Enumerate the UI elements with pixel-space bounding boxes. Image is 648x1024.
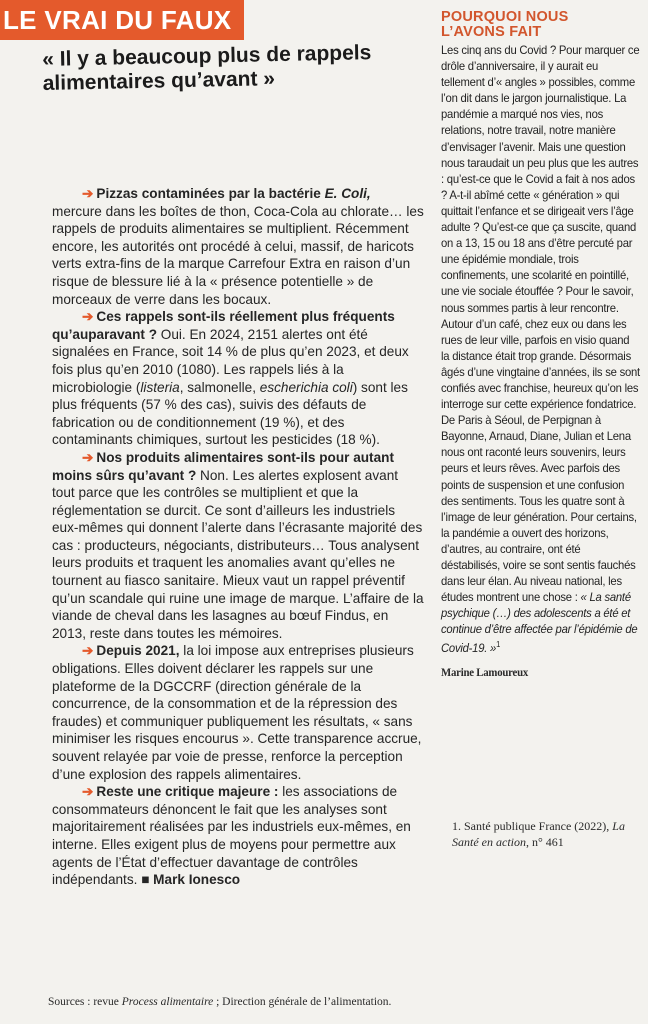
paragraph-lead: Reste une critique majeure : — [96, 784, 279, 800]
paragraph-text: Oui. En 2024, 2151 alertes ont été signalées en France, soit 14 % de plus qu’en 2023, et deux fois plus qu’en 2010 (1080). Les rappels liés à la microbiologie ( — [52, 326, 409, 395]
paragraph-2 — [52, 308, 424, 449]
paragraph-5 — [52, 783, 424, 889]
paragraph-3 — [52, 449, 424, 643]
rubric-banner: LE VRAI DU FAUX — [0, 0, 244, 40]
sidebar-title: POURQUOI NOUS L’AVONS FAIT — [441, 9, 569, 40]
sources-text: Sources : revue — [48, 996, 122, 1008]
sidebar-signature: Marine Lamoureux — [441, 666, 529, 679]
arrow-icon: ➔ — [82, 309, 94, 325]
paragraph-lead: Pizzas contaminées par la bactérie — [96, 186, 325, 201]
sources-line — [48, 996, 428, 1008]
paragraph-1 — [52, 185, 424, 308]
sources-italic: Process alimentaire — [121, 996, 214, 1008]
article-body — [52, 185, 424, 889]
paragraph-lead: Ces rappels sont-ils réellement plus fréquents qu’auparavant ? — [52, 309, 395, 342]
paragraph-text: les associations de consommateurs dénoncent le fait que les analyses sont majoritairement réalisées par les industriels eux-mêmes, en interne. Elles exigent plus de moyens pour permettre aux agents de l’État d’effectuer davantage de contrôles indépendants. — [52, 784, 411, 888]
paragraph-text: , salmonelle, — [179, 379, 260, 395]
arrow-icon: ➔ — [82, 186, 94, 201]
arrow-icon: ➔ — [82, 643, 94, 659]
paragraph-lead-italic: E. Coli, — [324, 186, 371, 201]
paragraph-lead: Nos produits alimentaires sont-ils pour autant moins sûrs qu’avant ? — [52, 449, 394, 483]
paragraph-italic: escherichia coli — [259, 379, 353, 395]
headline: « Il y a beaucoup plus de rappels alimentaires qu’avant » — [42, 41, 372, 95]
footnote-text: , n° 461 — [525, 835, 564, 849]
sidebar-quote: « La santé psychique (…) des adolescents a été et continue d’être affectée par l’épidémie de Covid-19. » — [441, 590, 638, 656]
footnote-text: 1. Santé publique France (2022), — [452, 819, 613, 833]
footnote — [452, 818, 642, 850]
sidebar — [441, 0, 641, 681]
author-signature: ■ Mark Ionesco — [137, 872, 241, 888]
arrow-icon: ➔ — [82, 784, 94, 800]
arrow-icon: ➔ — [82, 449, 94, 465]
paragraph-text: la loi impose aux entreprises plusieurs obligations. Elles doivent déclarer les rappels sur une plateforme de la DGCCRF (direction générale de la concurrence, de la consommation et de la répression des fraudes) et communiquer publiquement les résultats, « sans minimiser les risques encourus ». Cette transparence accrue, souvent relayée par voie de presse, renforce la perception d’une explosion des rappels alimentaires. — [52, 643, 422, 782]
paragraph-text: mercure dans les boîtes de thon, Coca-Cola au chlorate… les rappels de produits alimentaires se multiplient. Récemment encore, les autorités ont procédé à celui, massif, de haricots verts extra-fins de la marque Carrefour Extra en raison d’un risque de blessure lié à la « présence potentielle » de morceaux de verre dans les bocaux. — [52, 203, 424, 307]
paragraph-italic: listeria — [140, 379, 180, 395]
sidebar-text: Les cinq ans du Covid ? Pour marquer ce drôle d’anniversaire, il y aurait eu tellement d’« angles » possibles, comme l’on dit dans le jargon journalistique. La pandémie a marqué nos vies, nos relations, notre travail, notre manière d’envisager l’avenir. Mais une question nous taraudait un peu plus que les autres : qu’est-ce que le Covid a fait à nos ados ? A-t-il abîmé cette « génération » qui quittait l’enfance et se dirigeait vers l’âge adulte ? Qu’est-ce que ça suscite, quand on a 13, 15 ou 18 ans d’être percuté par une épidémie mondiale, trois confinements, une scolarité en pointillé, une vie sociale étouffée ? Pour le savoir, nous sommes partis à leur rencontre. Autour d’un café, chez eux ou dans les rues de leur ville, parfois en visio quand la distance était trop grande. Désormais âgés d’une vingtaine d’années, ils se sont confiés avec franchise, heureux qu’on les interroge sur cette expérience fondatrice. De Paris à Séoul, de Perpignan à Bayonne, Arnaud, Diane, Julian et Lena nous ont raconté leurs souvenirs, leurs peurs et leurs rêves. Avec parfois des points de suspension et une confusion des sentiments. Tous les quatre sont à l’image de leur génération. Pour certains, la pandémie a ouvert des horizons, d’autres, au contraire, ont été déstabilisés, voire se sont sentis fauchés dans leur élan. Au niveau national, les études montrent une chose : — [441, 43, 640, 605]
footnote-italic: La Santé en action — [452, 819, 625, 849]
sidebar-body — [441, 42, 640, 681]
paragraph-lead: Depuis 2021, — [96, 643, 180, 659]
paragraph-4 — [52, 642, 424, 783]
sources-text: ; Direction générale de l’alimentation. — [213, 996, 392, 1008]
paragraph-text: ) sont les plus fréquents (57 % des cas), suivis des défauts de fabrication ou de conditionnement (19 %), et des contaminants chimiques, surtout les pesticides (18 %). — [52, 379, 408, 448]
paragraph-text: Non. Les alertes explosent avant tout parce que les contrôles se multiplient et que la réglementation se durcit. Ce sont d’ailleurs les industriels eux-mêmes qui donnent l’alerte dans l’écrasante majorité des cas : producteurs, négociants, distributeurs… Tous analysent leurs produits et traquent les anomalies avant qu’elles ne tournent au fiasco sanitaire. Mieux vaut un rappel préventif qu’un scandale qui ruine une image de marque. L’affaire de la viande de cheval dans les lasagnes au bœuf Findus, en 2013, reste dans toutes les mémoires. — [52, 467, 424, 641]
footnote-ref: 1 — [496, 640, 501, 650]
